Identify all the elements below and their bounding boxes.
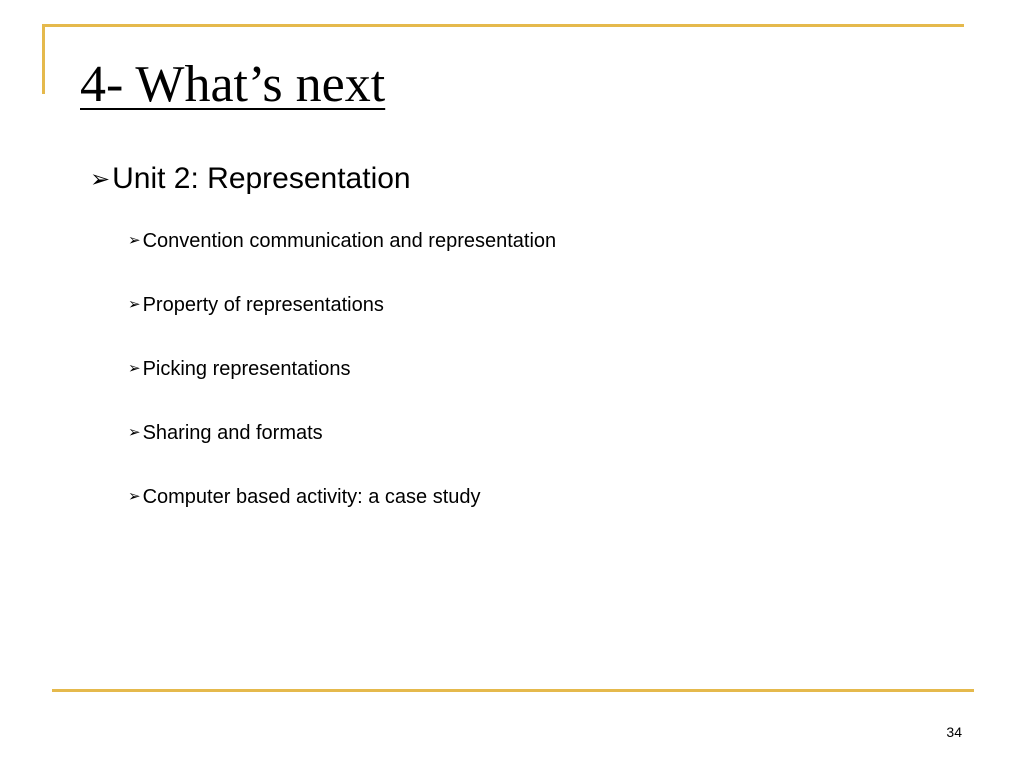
sub-bullet-label: Convention communication and representation	[142, 230, 557, 252]
sub-bullet-item	[128, 420, 556, 484]
slide-title: 4- What’s next	[80, 56, 386, 113]
frame-top-line	[42, 24, 964, 27]
sub-bullet-label: Computer based activity: a case study	[142, 486, 481, 508]
page-number: 34	[946, 724, 962, 740]
sub-bullet-list	[128, 228, 556, 548]
arrow-bullet-icon: ➢	[128, 424, 141, 441]
sub-bullet-item	[128, 356, 556, 420]
sub-bullet-item	[128, 228, 556, 292]
main-bullet	[90, 162, 411, 196]
sub-bullet-item	[128, 484, 556, 548]
arrow-bullet-icon: ➢	[128, 232, 141, 249]
frame-bottom-line	[52, 689, 974, 692]
arrow-bullet-icon: ➢	[90, 165, 111, 193]
sub-bullet-item	[128, 292, 556, 356]
frame-left-line	[42, 24, 45, 94]
sub-bullet-label: Property of representations	[142, 294, 384, 316]
arrow-bullet-icon: ➢	[128, 488, 141, 505]
arrow-bullet-icon: ➢	[128, 360, 141, 377]
arrow-bullet-icon: ➢	[128, 296, 141, 313]
main-bullet-label: Unit 2: Representation	[112, 162, 411, 195]
sub-bullet-label: Sharing and formats	[142, 422, 323, 444]
sub-bullet-label: Picking representations	[142, 358, 351, 380]
